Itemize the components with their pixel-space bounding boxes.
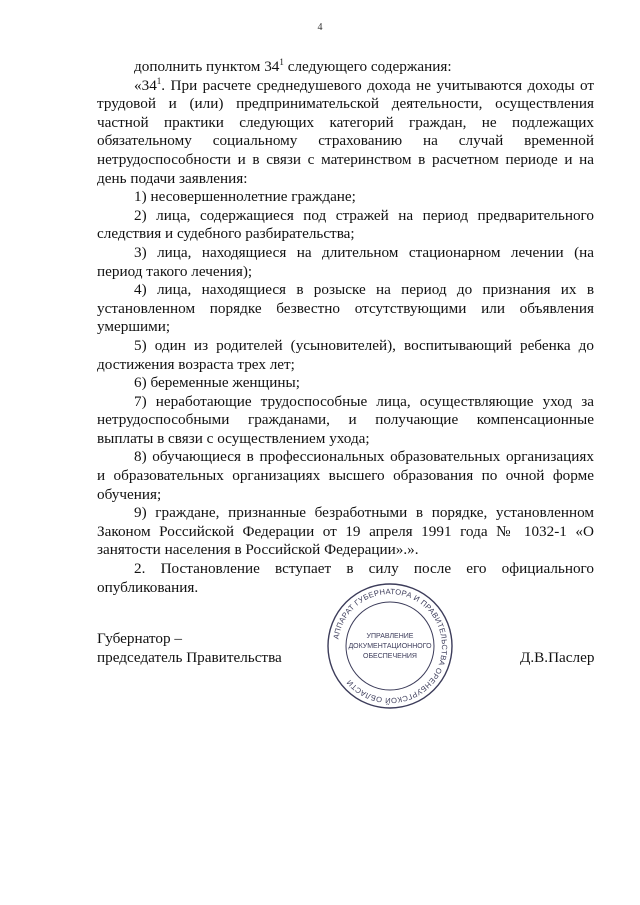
document-body	[97, 58, 594, 597]
intro-paragraph	[97, 58, 594, 77]
list-item-6: 6) беременные женщины;	[134, 374, 300, 392]
signer-name: Д.В.Паслер	[520, 649, 595, 666]
clause-number: «34	[134, 76, 157, 94]
stamp-center-line-1: УПРАВЛЕНИЕ	[366, 633, 414, 640]
clause-superscript: 1	[156, 75, 162, 86]
stamp-center-line-2: ДОКУМЕНТАЦИОННОГО	[348, 643, 432, 650]
signer-title-line-1: Губернатор –	[97, 630, 182, 647]
list-item-9: 9) граждане, признанные безработными в порядке, установленном Законом Российской Федерации от 19 апреля 1991 года № 1032-1 «О занятости населения в Российской Федерации».».	[97, 504, 594, 559]
list-item-7: 7) неработающие трудоспособные лица, осуществляющие уход за нетрудоспособными гражданами, и получающие компенсационные выплаты в связи с осуществлением ухода;	[97, 392, 594, 447]
page-number: 4	[317, 22, 323, 33]
intro-superscript: 1	[279, 56, 284, 67]
list-item-1: 1) несовершеннолетние граждане;	[134, 188, 356, 206]
list-item-5: 5) один из родителей (усыновителей), воспитывающий ребенка до достижения возраста трех лет;	[97, 336, 594, 373]
list-item-2: 2) лица, содержащиеся под стражей на период предварительного следствия и судебного разбирательства;	[97, 206, 594, 243]
intro-text: дополнить пунктом 34	[134, 58, 280, 75]
list-item-3: 3) лица, находящиеся на длительном стационарном лечении (на период такого лечения);	[97, 243, 594, 280]
final-clause: 2. Постановление вступает в силу после его официального опубликования.	[97, 560, 594, 596]
intro-text-tail: следующего содержания:	[283, 58, 452, 75]
signer-title-line-2: председатель Правительства	[97, 648, 282, 666]
clause-text: . При расчете среднедушевого дохода не учитываются доходы от трудовой и (или) предпринимательской деятельности, осуществления частной практики следующих категорий граждан, не подлежащих обязательному социальному страхованию на случай временной нетрудоспособности и в связи с материнством в расчетном периоде и на день подачи заявления:	[97, 76, 594, 187]
clause-paragraph	[97, 77, 594, 189]
list-item-8: 8) обучающиеся в профессиональных образовательных организациях и образовательных организациях высшего образования по очной форме обучения;	[97, 448, 594, 503]
official-stamp	[325, 581, 455, 711]
stamp-center-line-3: ОБЕСПЕЧЕНИЯ	[363, 653, 417, 660]
signer-title	[97, 630, 282, 667]
stamp-ring-text: АППАРАТ ГУБЕРНАТОРА И ПРАВИТЕЛЬСТВА ОРЕНБУРГСКОЙ ОБЛАСТИ	[331, 586, 450, 706]
list-item-4: 4) лица, находящиеся в розыске на период до признания их в установленном порядке безвестно отсутствующими или объявления умершими;	[97, 281, 594, 336]
